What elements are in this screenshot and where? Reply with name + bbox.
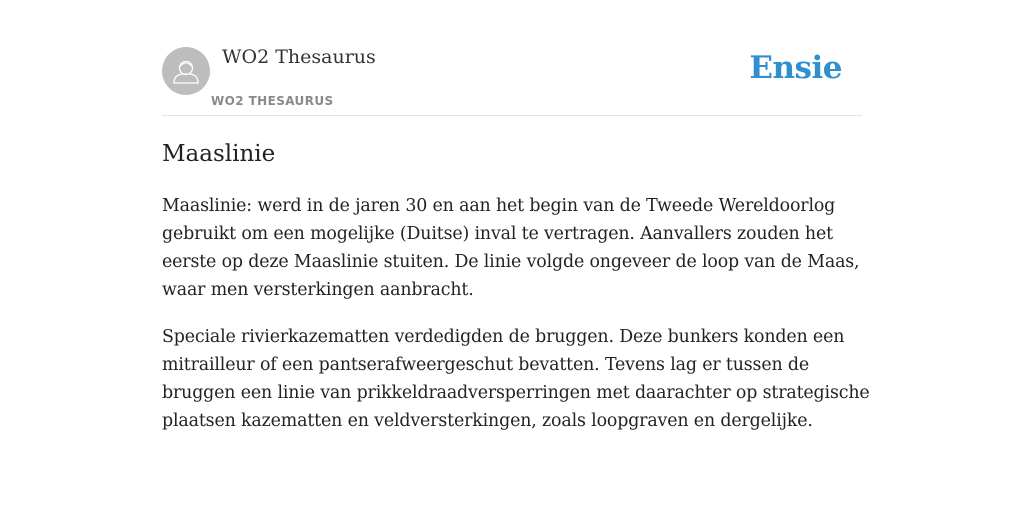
body-paragraph	[162, 192, 862, 304]
author-name[interactable]: WO2 Thesaurus	[222, 46, 376, 68]
ensie-logo[interactable]: Ensie	[749, 50, 842, 86]
entry-header	[162, 0, 862, 116]
paragraph-line: gebruikt om een mogelijke (Duitse) inval te vertragen. Aanvallers zouden het	[162, 224, 833, 244]
author-avatar[interactable]	[162, 47, 210, 95]
paragraph-line: bruggen een linie van prikkeldraadversperringen met daarachter op strategische	[162, 383, 870, 403]
body-paragraph	[162, 323, 870, 435]
entry-card	[162, 0, 870, 431]
page-title: Maaslinie	[162, 141, 276, 167]
entry-body	[162, 192, 870, 454]
paragraph-line: Maaslinie: werd in de jaren 30 en aan het begin van de Tweede Wereldoorlog	[162, 196, 836, 216]
paragraph-line: plaatsen kazematten en veldversterkingen, zoals loopgraven en dergelijke.	[162, 411, 813, 431]
source-label[interactable]: WO2 THESAURUS	[211, 94, 334, 108]
paragraph-line: waar men versterkingen aanbracht.	[162, 280, 474, 300]
user-icon	[162, 47, 210, 95]
paragraph-line: Speciale rivierkazematten verdedigden de bruggen. Deze bunkers konden een	[162, 327, 845, 347]
paragraph-line: eerste op deze Maaslinie stuiten. De linie volgde ongeveer de loop van de Maas,	[162, 252, 860, 272]
paragraph-line: mitrailleur of een pantserafweergeschut bevatten. Tevens lag er tussen de	[162, 355, 810, 375]
